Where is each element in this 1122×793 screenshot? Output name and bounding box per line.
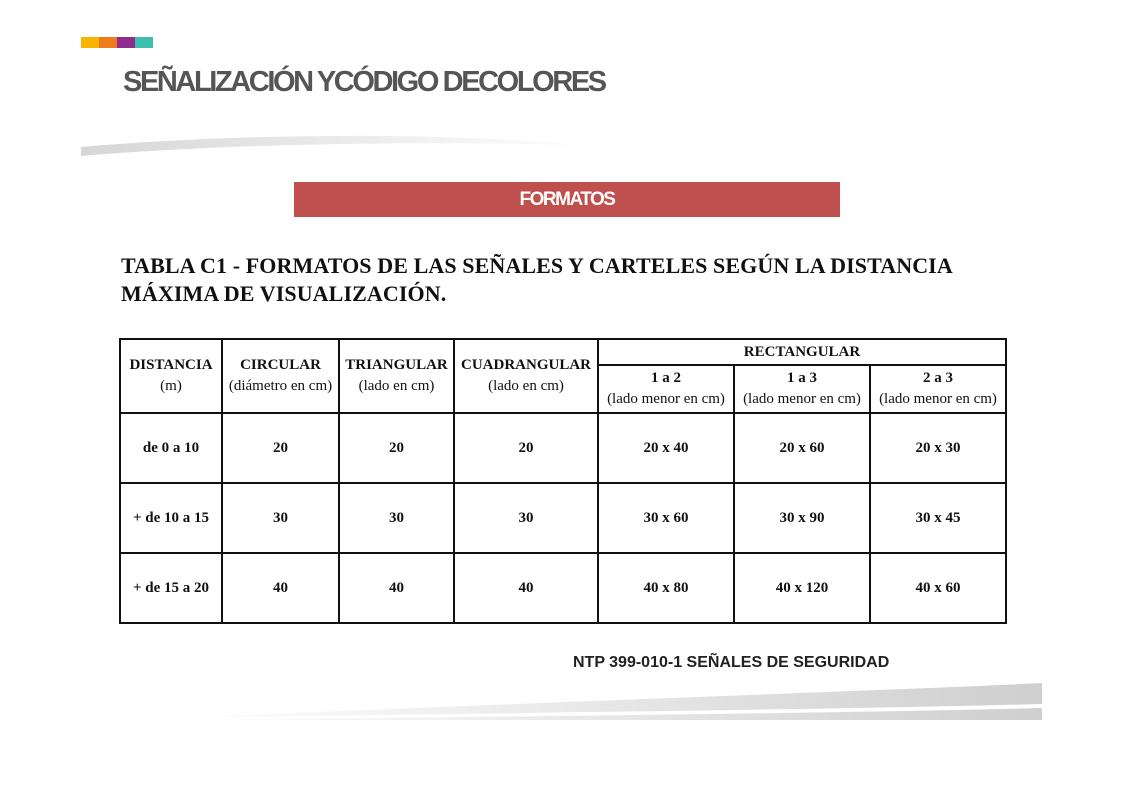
cell-circular: 40 — [222, 553, 339, 623]
cell-cuadrangular: 40 — [454, 553, 598, 623]
cell-rect-2a3: 40 x 60 — [870, 553, 1006, 623]
cell-circular: 30 — [222, 483, 339, 553]
subheader-1a3: 1 a 3 (lado menor en cm) — [734, 365, 870, 413]
formats-table — [119, 338, 1007, 624]
page-title: SEÑALIZACIÓN YCÓDIGO DECOLORES — [123, 66, 605, 98]
section-title: FORMATOS — [519, 188, 615, 210]
subheader-2a3: 2 a 3 (lado menor en cm) — [870, 365, 1006, 413]
cell-distance: + de 15 a 20 — [120, 553, 222, 623]
cell-cuadrangular: 30 — [454, 483, 598, 553]
cell-distance: + de 10 a 15 — [120, 483, 222, 553]
cell-triangular: 40 — [339, 553, 454, 623]
cell-rect-2a3: 30 x 45 — [870, 483, 1006, 553]
header-cuadrangular: CUADRANGULAR (lado en cm) — [454, 339, 598, 413]
cell-rect-1a2: 40 x 80 — [598, 553, 734, 623]
header-circular: CIRCULAR (diámetro en cm) — [222, 339, 339, 413]
table-row — [120, 553, 1006, 623]
table-row — [120, 483, 1006, 553]
cell-rect-2a3: 20 x 30 — [870, 413, 1006, 483]
table-row — [120, 413, 1006, 483]
cell-rect-1a2: 30 x 60 — [598, 483, 734, 553]
subheader-1a2: 1 a 2 (lado menor en cm) — [598, 365, 734, 413]
header-rectangular: RECTANGULAR — [598, 339, 1006, 365]
cell-triangular: 20 — [339, 413, 454, 483]
cell-circular: 20 — [222, 413, 339, 483]
header-distancia: DISTANCIA (m) — [120, 339, 222, 413]
header-triangular: TRIANGULAR (lado en cm) — [339, 339, 454, 413]
source-note: NTP 399-010-1 SEÑALES DE SEGURIDAD — [573, 654, 890, 671]
table-title-line-1: TABLA C1 - FORMATOS DE LAS SEÑALES Y CARTELES SEGÚN LA DISTANCIA — [121, 253, 953, 278]
section-banner — [294, 182, 840, 217]
cell-cuadrangular: 20 — [454, 413, 598, 483]
cell-rect-1a3: 40 x 120 — [734, 553, 870, 623]
table-title — [121, 252, 1011, 308]
cell-distance: de 0 a 10 — [120, 413, 222, 483]
table-title-line-2: MÁXIMA DE VISUALIZACIÓN. — [121, 281, 447, 306]
cell-rect-1a3: 20 x 60 — [734, 413, 870, 483]
cell-rect-1a2: 20 x 40 — [598, 413, 734, 483]
cell-triangular: 30 — [339, 483, 454, 553]
cell-rect-1a3: 30 x 90 — [734, 483, 870, 553]
